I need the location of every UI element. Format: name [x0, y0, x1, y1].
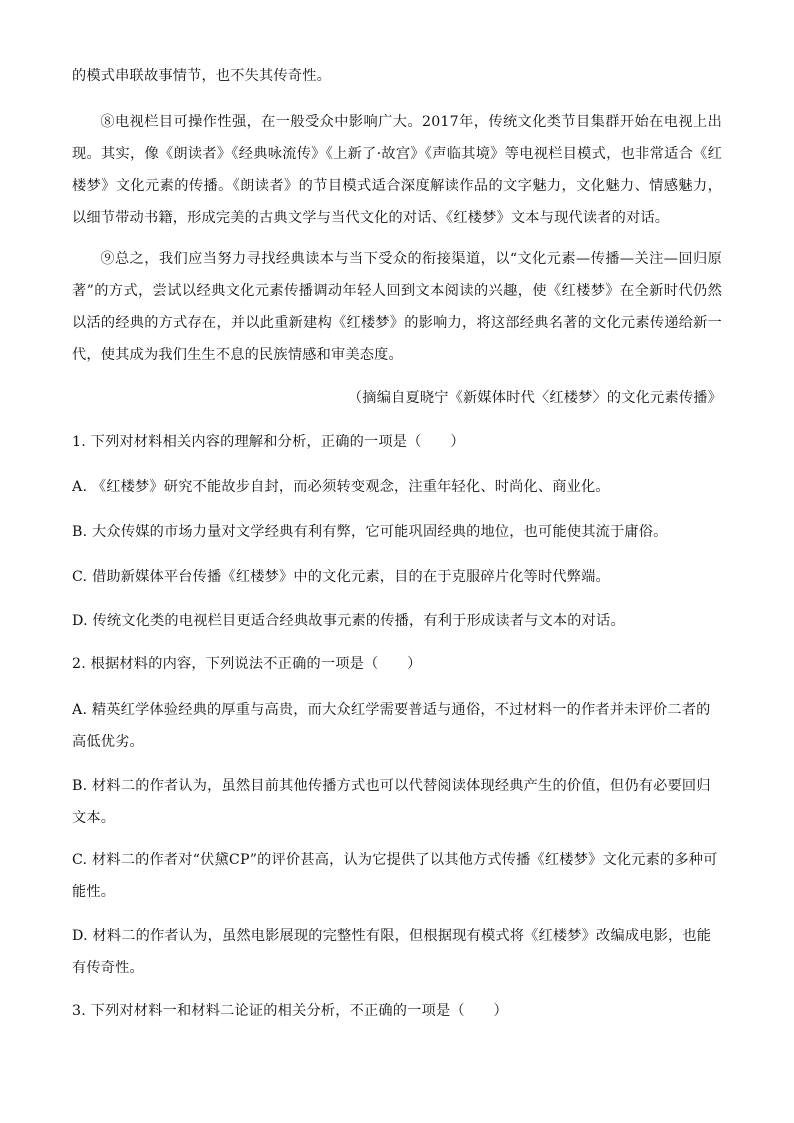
question-1-option-c: C. 借助新媒体平台传播《红楼梦》中的文化元素，目的在于克服碎片化等时代弊端。	[72, 569, 610, 585]
question-1-stem: 1. 下列对材料相关内容的理解和分析，正确的一项是（ ）	[72, 434, 465, 450]
question-2-option-a: A. 精英红学体验经典的厚重与高贵，而大众红学需要普适与通俗，不过材料一的作者并未评价二者的高低优劣。	[72, 702, 711, 750]
passage-paragraph-9: ⑨总之，我们应当努力寻找经典读本与当下受众的衔接渠道，以“文化元素—传播—关注—回归原著”的方式，尝试以经典文化元素传播调动年轻人回到文本阅读的兴趣，使《红楼梦》在全新时代仍然以活的经典的方式存在，并以此重新建构《红楼梦》的影响力，将这部经典名著的文化元素传递给新一代，使其成为我们生生不息的民族情感和审美态度。	[72, 251, 722, 363]
question-1-option-d: D. 传统文化类的电视栏目更适合经典故事元素的传播，有利于形成读者与文本的对话。	[72, 613, 625, 629]
question-2-option-c: C. 材料二的作者对“伏黛CP”的评价甚高，认为它提供了以其他方式传播《红楼梦》文化元素的多种可能性。	[72, 852, 718, 900]
passage-continued-line: 的模式串联故事情节，也不失其传奇性。	[72, 68, 331, 84]
passage-source: （摘编自夏晓宁《新媒体时代〈红楼梦〉的文化元素传播》	[347, 390, 722, 406]
passage-paragraph-8: ⑧电视栏目可操作性强，在一般受众中影响广大。2017年，传统文化类节目集群开始在电视上出现。其实，像《朗读者》《经典咏流传》《上新了·故宫》《声临其境》等电视栏目模式，也非常适合《红楼梦》文化元素的传播。《朗读者》的节目模式适合深度解读作品的文字魅力，文化魅力、情感魅力，以细节带动书籍，形成完美的古典文学与当代文化的对话、《红楼梦》文本与现代读者的对话。	[72, 114, 722, 226]
question-1-option-b: B. 大众传媒的市场力量对文学经典有利有弊，它可能巩固经典的地位，也可能使其流于庸俗。	[72, 524, 668, 540]
question-2-option-d: D. 材料二的作者认为，虽然电影展现的完整性有限，但根据现有模式将《红楼梦》改编成电影，也能有传奇性。	[72, 928, 712, 976]
question-3-stem: 3. 下列对材料一和材料二论证的相关分析，不正确的一项是（ ）	[72, 1003, 508, 1019]
question-2-stem: 2. 根据材料的内容，下列说法不正确的一项是（ ）	[72, 656, 422, 672]
question-1-option-a: A. 《红楼梦》研究不能故步自封，而必须转变观念，注重年轻化、时尚化、商业化。	[72, 479, 610, 495]
question-2-option-b: B. 材料二的作者认为，虽然目前其他传播方式也可以代替阅读体现经典产生的价值，但仍有必要回归文本。	[72, 778, 711, 826]
